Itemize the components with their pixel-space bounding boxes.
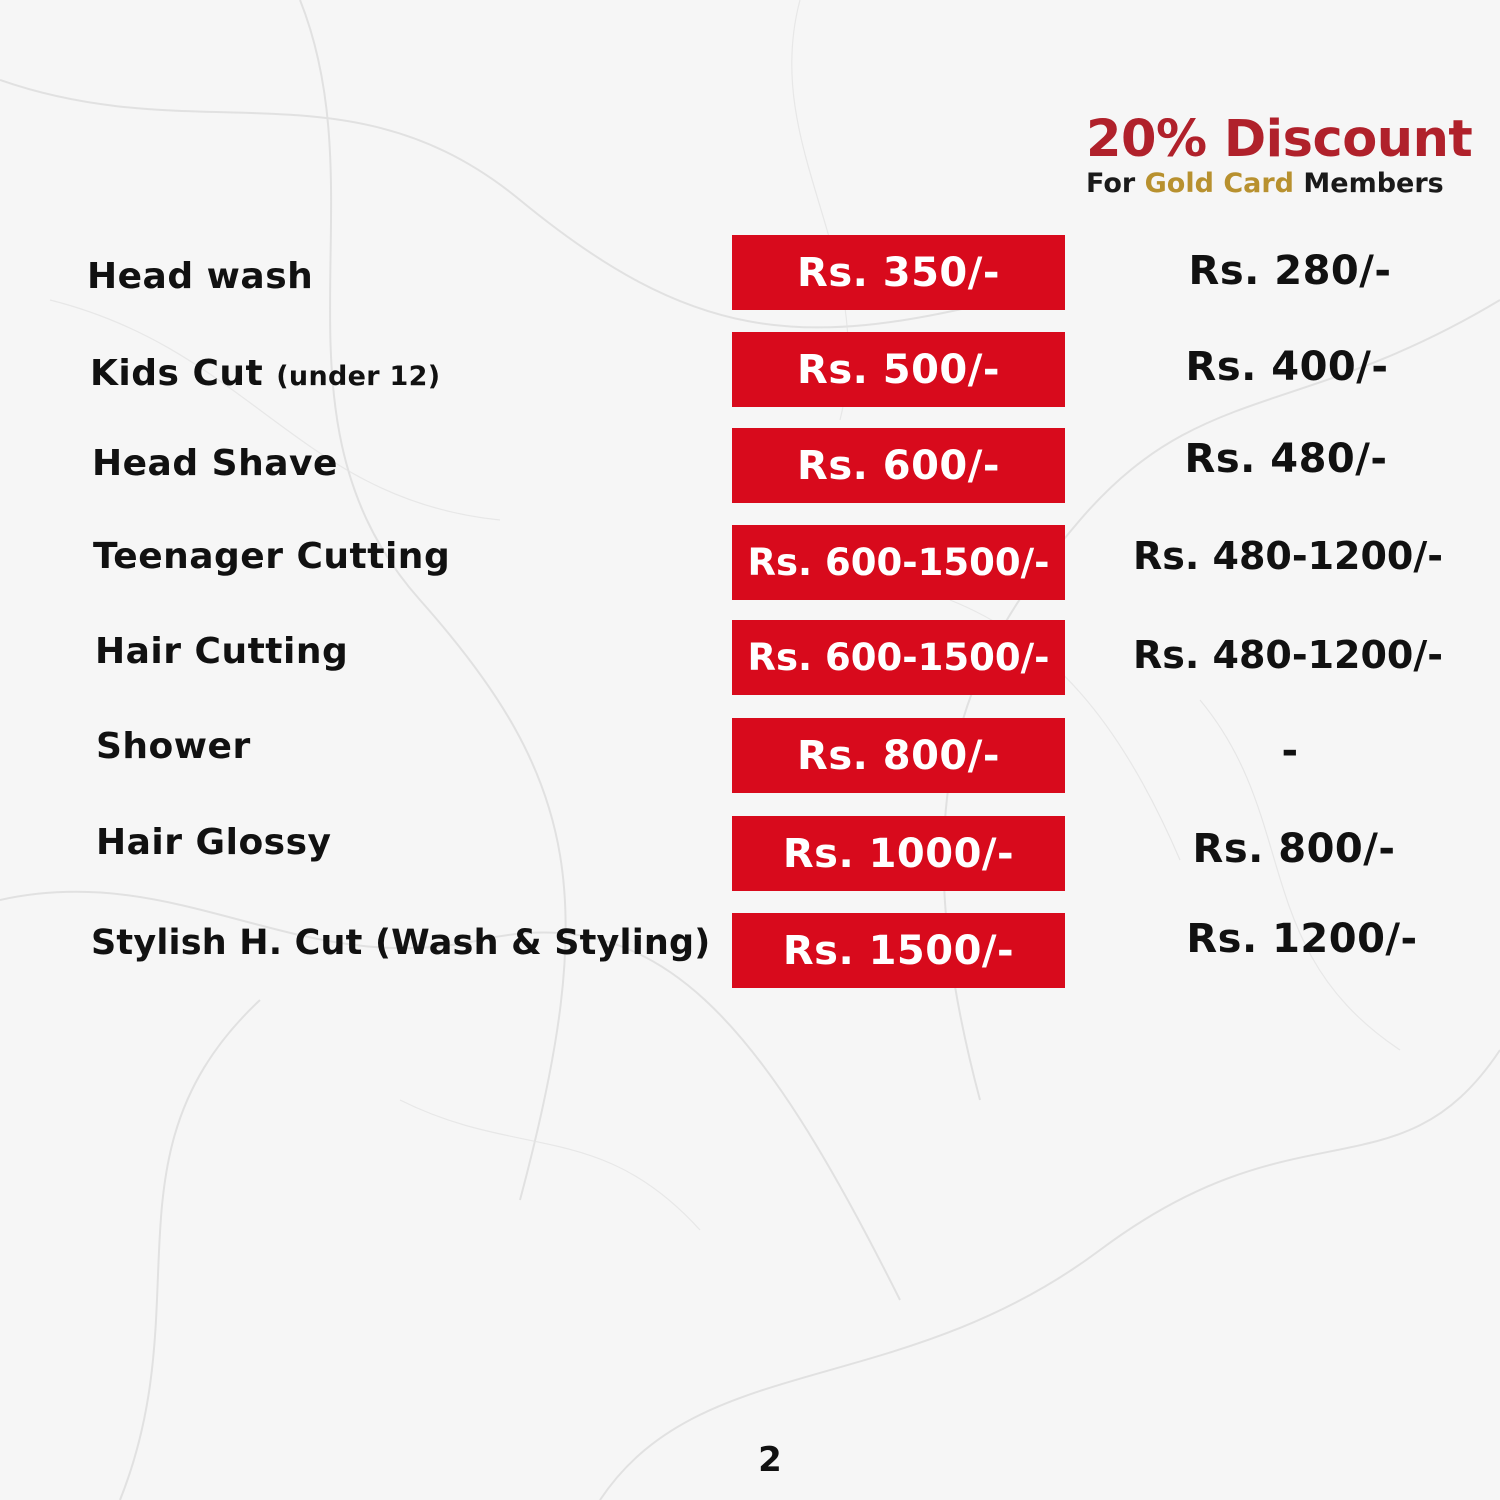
service-name: Head Shave (92, 443, 338, 484)
discount-price: Rs. 480-1200/- (1132, 633, 1444, 677)
subtitle-prefix: For (1086, 168, 1136, 199)
discount-price: Rs. 1200/- (1186, 916, 1418, 962)
discount-header (1086, 110, 1473, 200)
price-box: Rs. 600-1500/- (732, 525, 1065, 600)
service-name: Teenager Cutting (93, 536, 451, 577)
discount-price: Rs. 800/- (1192, 826, 1396, 872)
service-name: Stylish H. Cut (Wash & Styling) (91, 923, 711, 963)
service-name: Head wash (87, 256, 314, 297)
service-name: Hair Glossy (96, 822, 332, 863)
discount-subtitle (1086, 168, 1466, 200)
gold-card-label: Gold Card (1144, 168, 1294, 199)
service-note: (under 12) (276, 361, 441, 392)
discount-price: Rs. 280/- (1188, 248, 1392, 294)
service-name: Kids Cut (under 12) (90, 353, 441, 394)
price-box: Rs. 600/- (732, 428, 1065, 503)
subtitle-suffix: Members (1303, 168, 1444, 199)
price-box: Rs. 600-1500/- (732, 620, 1065, 695)
price-box: Rs. 350/- (732, 235, 1065, 310)
discount-title: 20% Discount (1086, 110, 1473, 169)
price-box: Rs. 1500/- (732, 913, 1065, 988)
page-number: 2 (758, 1440, 782, 1480)
service-name: Hair Cutting (95, 631, 349, 672)
discount-price: Rs. 400/- (1185, 344, 1389, 390)
service-name: Shower (96, 726, 251, 767)
price-box: Rs. 800/- (732, 718, 1065, 793)
discount-price: Rs. 480/- (1184, 436, 1388, 482)
discount-price: Rs. 480-1200/- (1132, 534, 1444, 578)
discount-price: - (1281, 728, 1299, 774)
price-box: Rs. 1000/- (732, 816, 1065, 891)
price-box: Rs. 500/- (732, 332, 1065, 407)
